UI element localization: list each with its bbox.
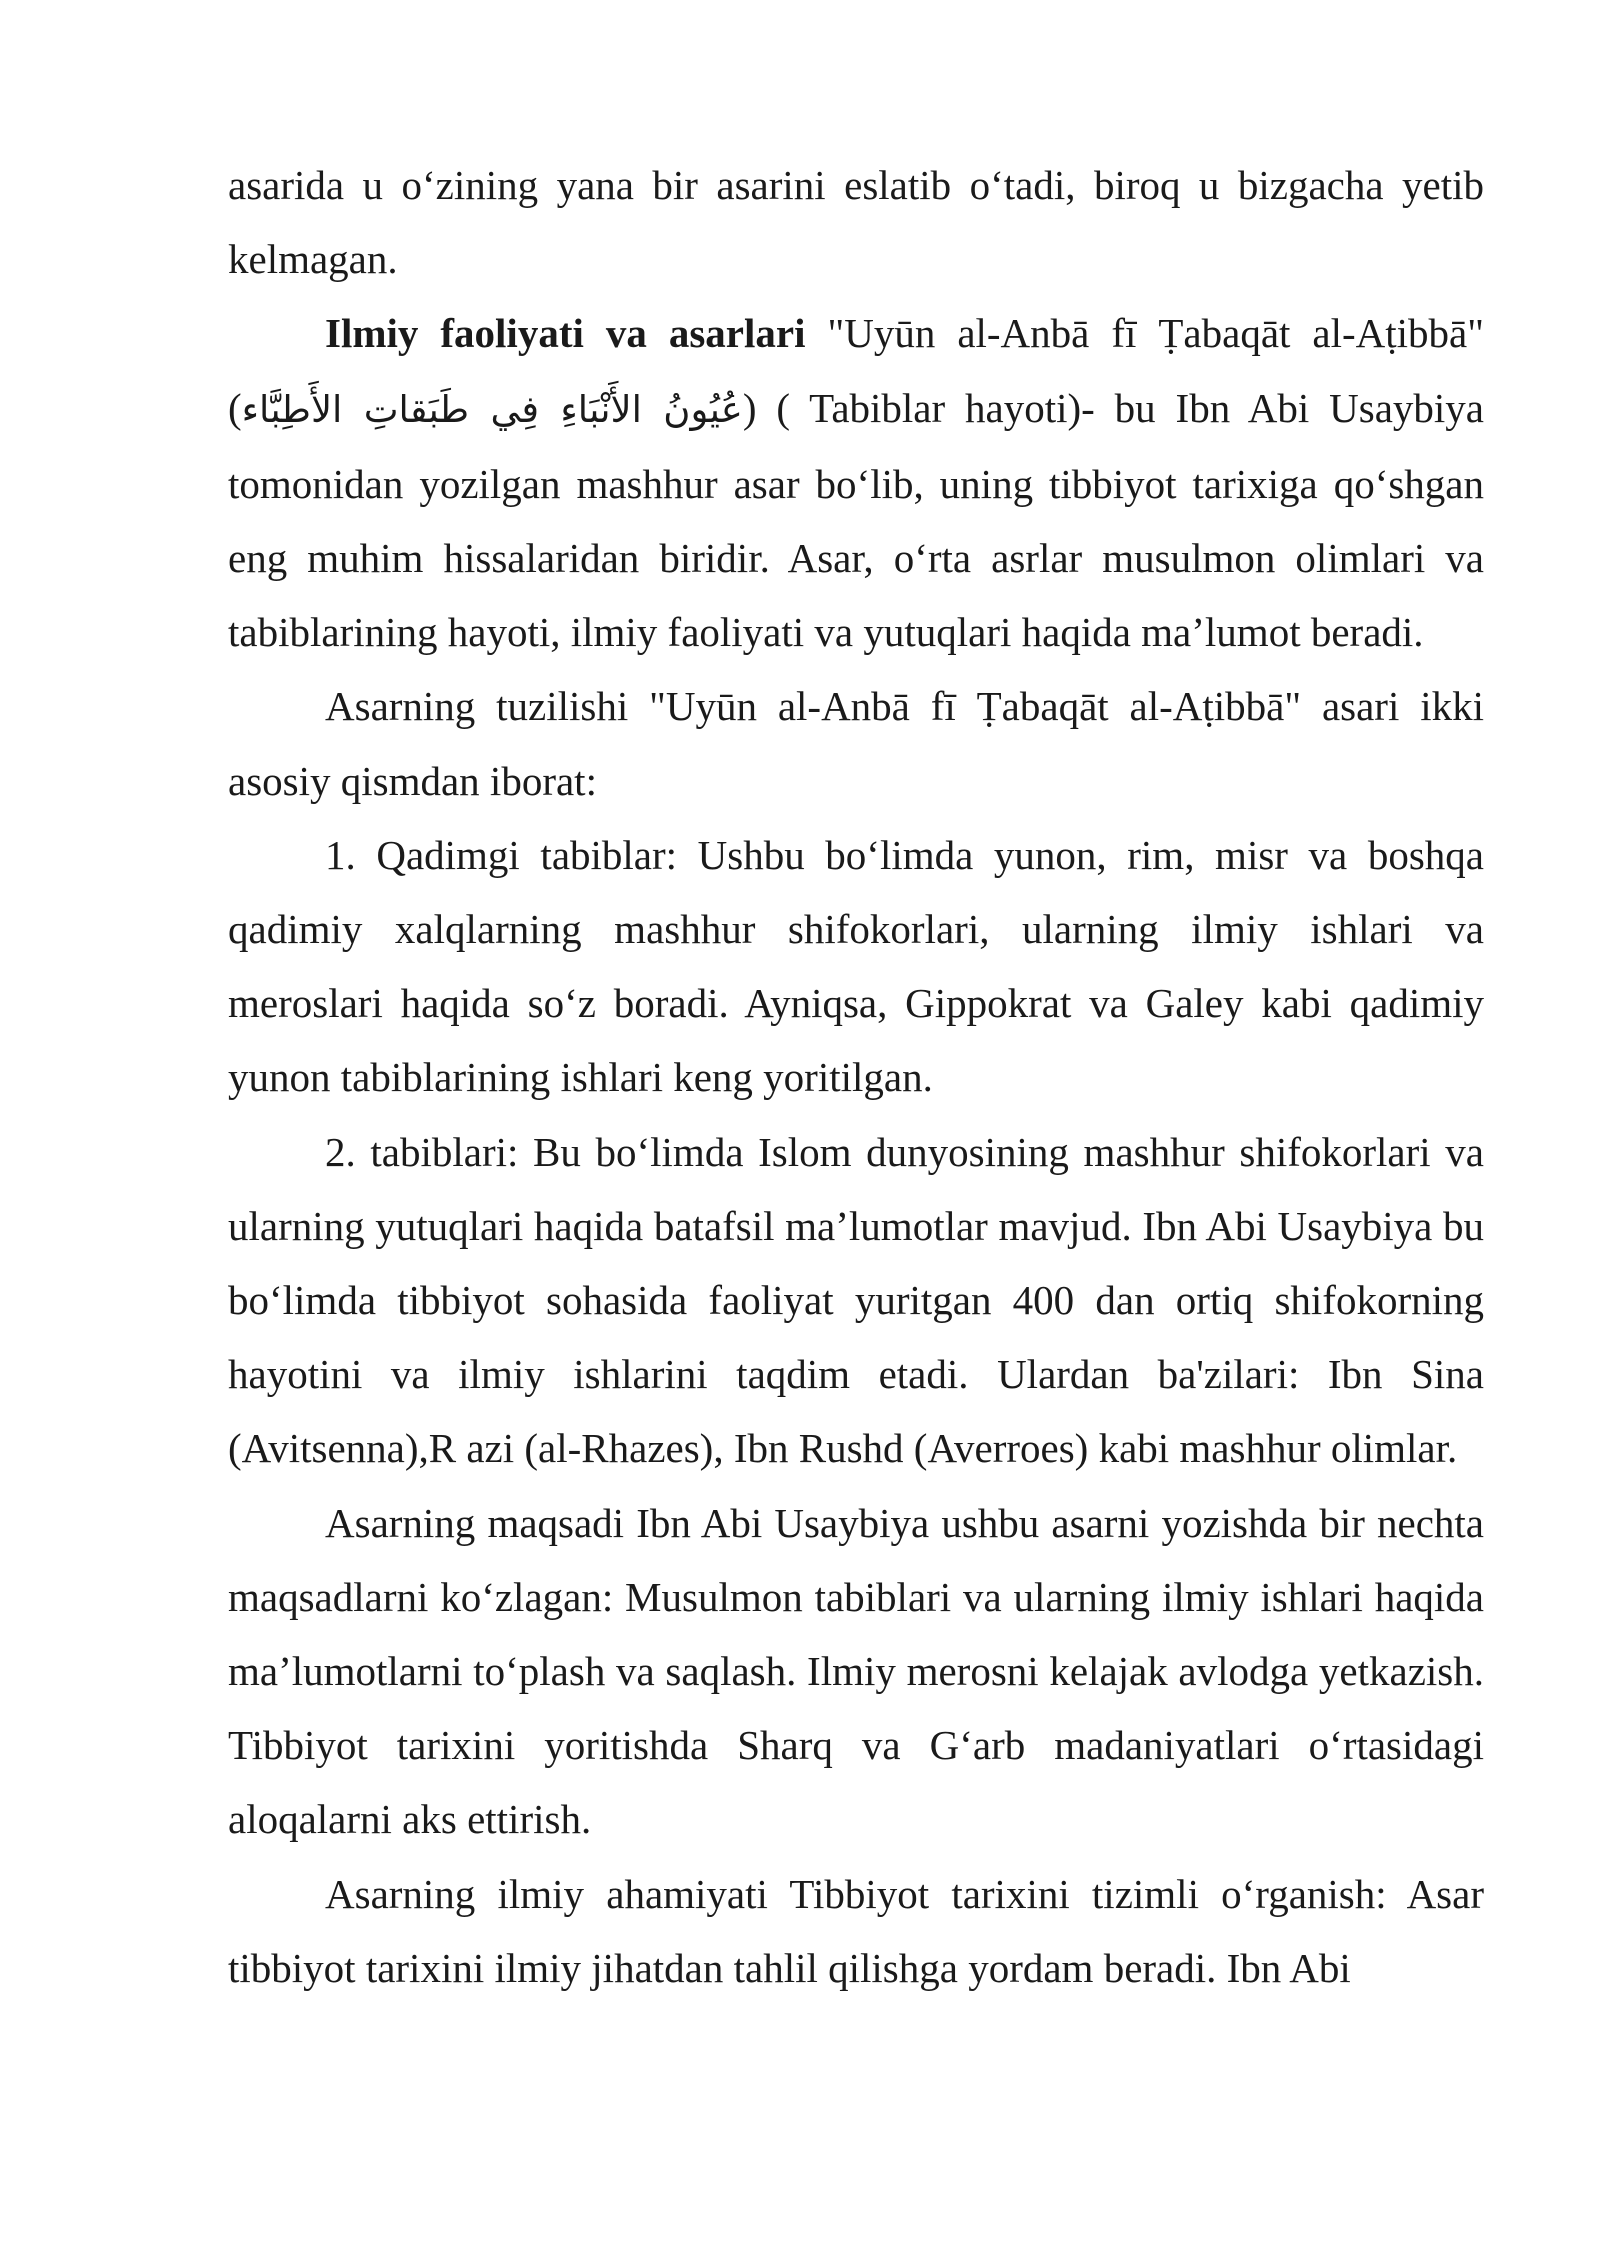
work-title-latin: "Uyūn al-Anbā fī Ṭabaqāt al-Aṭibbā" ( bbox=[228, 310, 1484, 431]
work-title-arabic: عُيُونُ الأَنْبَاءِ فِي طَبَقاتِ الأَطِبَّاء bbox=[241, 387, 743, 431]
paragraph-ilmiy-faoliyati bbox=[228, 296, 1484, 669]
paragraph-body: ) ( Tabiblar hayoti)- bu Ibn Abi Usaybiya tomonidan yozilgan mashhur asar boʻlib, uning tibbiyot tarixiga qoʻshgan eng muhim hissalaridan biridir. Asar, oʻrta asrlar musulmon olimlari va tabiblarining hayoti, ilmiy faoliyati va yutuqlari haqida maʼlumot beradi. bbox=[228, 384, 1485, 656]
paragraph-qadimgi-tabiblar: 1. Qadimgi tabiblar: Ushbu boʻlimda yunon, rim, misr va boshqa qadimiy xalqlarning mashhur shifokorlari, ularning ilmiy ishlari va meroslari haqida soʻz boradi. Ayniqsa, Gippokrat va Galey kabi qadimiy yunon tabiblarining ishlari keng yoritilgan. bbox=[228, 831, 1484, 1101]
section-heading: Ilmiy faoliyati va asarlari bbox=[325, 310, 806, 357]
paragraph-maqsadi: Asarning maqsadi Ibn Abi Usaybiya ushbu asarni yozishda bir nechta maqsadlarni koʻzlagan: Musulmon tabiblari va ularning ilmiy ishlari haqida maʼlumotlarni toʻplash va saqlash. Ilmiy merosni kelajak avlodga yetkazish. Tibbiyot tarixini yoritishda Sharq va Gʻarb madaniyatlari oʻrtasidagi aloqalarni aks ettirish. bbox=[228, 1499, 1484, 1843]
paragraph-continuation: asarida u oʻzining yana bir asarini eslatib oʻtadi, biroq u bizgacha yetib kelmagan. bbox=[228, 162, 1484, 283]
paragraph-ilmiy-ahamiyati: Asarning ilmiy ahamiyati Tibbiyot tarixini tizimli oʻrganish: Asar tibbiyot tarixini ilmiy jihatdan tahlil qilishga yordam beradi. Ibn Abi bbox=[228, 1870, 1484, 1991]
paragraph-tabiblari: 2. tabiblari: Bu boʻlimda Islom dunyosining mashhur shifokorlari va ularning yutuqlari haqida batafsil maʼlumotlar mavjud. Ibn Abi Usaybiya bu boʻlimda tibbiyot sohasida faoliyat yuritgan 400 dan ortiq shifokorning hayotini va ilmiy ishlarini taqdim etadi. Ulardan ba'zilari: Ibn Sina (Avitsenna),R azi (al-Rhazes), Ibn Rushd (Averroes) kabi mashhur olimlar. bbox=[228, 1128, 1484, 1472]
document-page bbox=[228, 148, 1484, 2005]
paragraph-tuzilishi: Asarning tuzilishi "Uyūn al-Anbā fī Ṭabaqāt al-Aṭibbā" asari ikki asosiy qismdan iborat: bbox=[228, 683, 1484, 804]
